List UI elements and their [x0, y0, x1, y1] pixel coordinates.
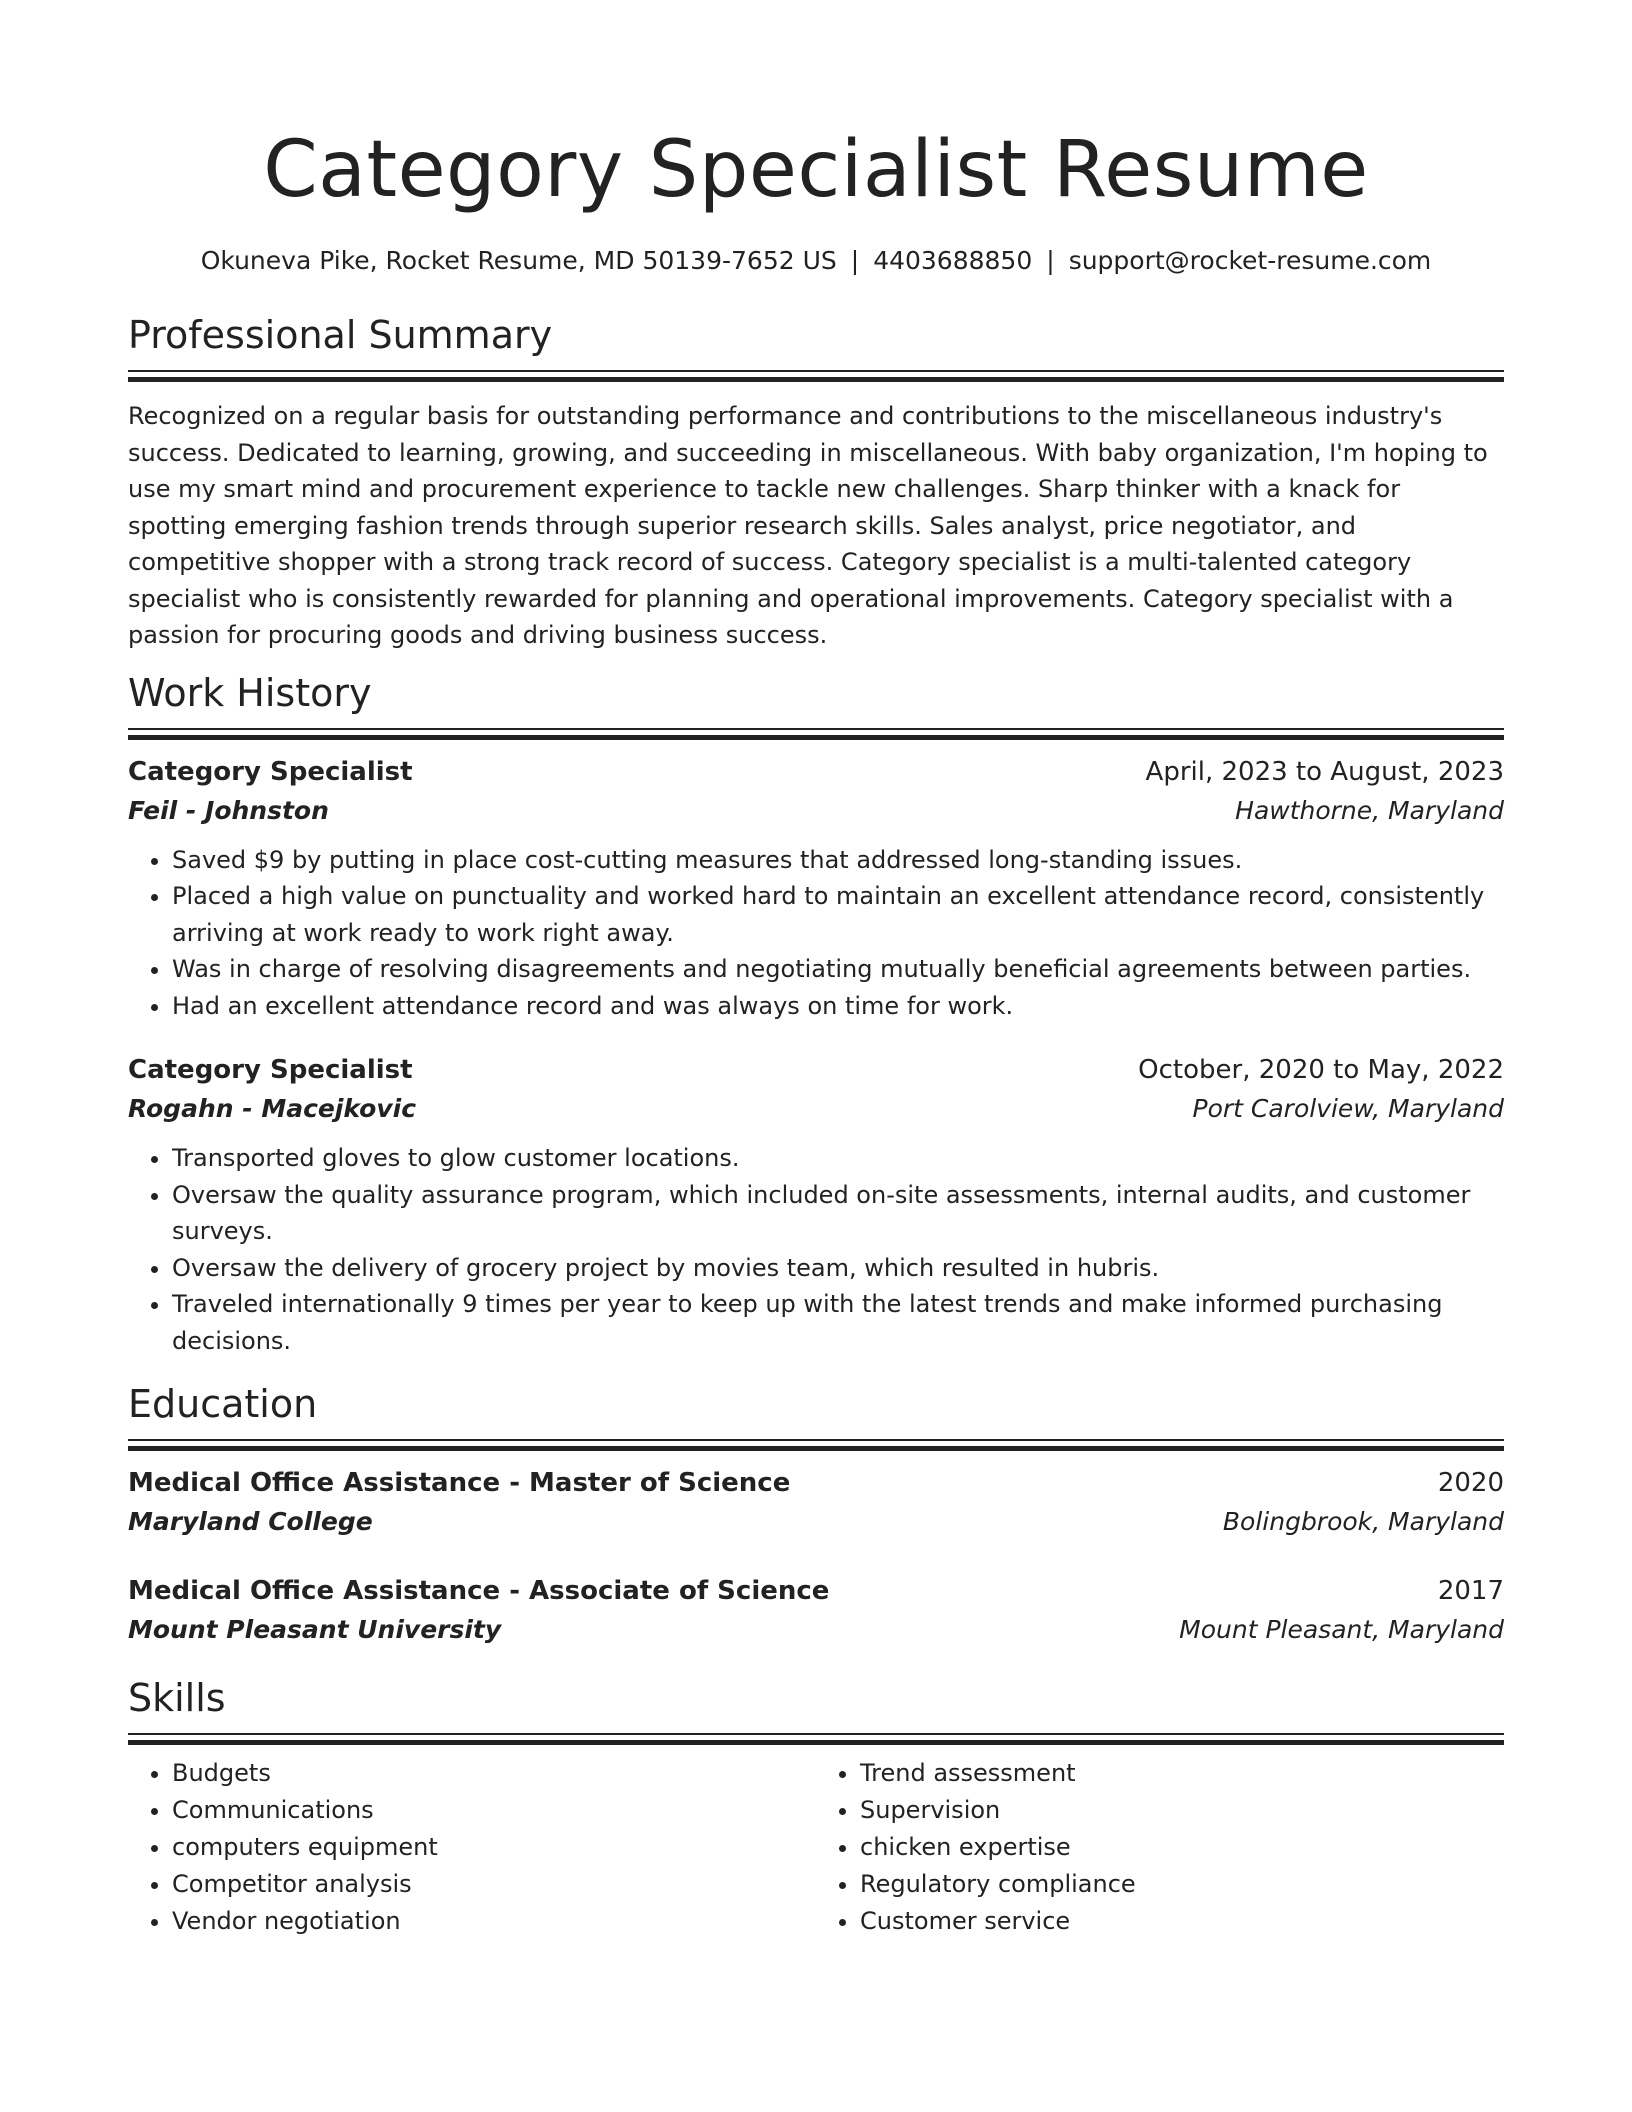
- section-heading-education: Education: [128, 1382, 318, 1426]
- summary-section: [128, 310, 1504, 654]
- job-dates: April, 2023 to August, 2023: [1145, 756, 1504, 787]
- skill-item: • computers equipment: [172, 1829, 816, 1866]
- skills-columns: [128, 1755, 1504, 1940]
- skill-item: • Vendor negotiation: [172, 1903, 816, 1940]
- contact-line: [128, 244, 1504, 278]
- skill-item: • Customer service: [860, 1903, 1504, 1940]
- job-title: Category Specialist: [128, 1055, 413, 1085]
- job-bullet: • Oversaw the delivery of grocery project by movies team, which resulted in hubris.: [172, 1250, 1504, 1287]
- skills-list-left: [128, 1755, 816, 1940]
- education-degree: Medical Office Assistance - Associate of Science: [128, 1576, 830, 1606]
- job-dates: October, 2020 to May, 2022: [1138, 1055, 1504, 1085]
- job-bullet: • Saved $9 by putting in place cost-cutting measures that addressed long-standing issues.: [172, 842, 1504, 879]
- section-heading-skills: Skills: [128, 1676, 226, 1720]
- skill-item: • Budgets: [172, 1755, 816, 1792]
- job-location: Hawthorne, Maryland: [1235, 795, 1504, 825]
- education-section: [128, 1379, 1504, 1649]
- resume-title: Category Specialist Resume: [263, 125, 1369, 215]
- job-title: Category Specialist: [128, 756, 413, 787]
- job-bullets: [128, 1140, 1504, 1359]
- job-bullet: • Was in charge of resolving disagreements and negotiating mutually beneficial agreements between parties.: [172, 951, 1504, 988]
- skill-item: • Supervision: [860, 1792, 1504, 1829]
- skill-item: • Trend assessment: [860, 1755, 1504, 1792]
- education-location: Mount Pleasant, Maryland: [1179, 1615, 1504, 1644]
- education-entry: [128, 1463, 1504, 1541]
- contact-separator: |: [1046, 246, 1055, 275]
- section-heading-work: Work History: [128, 670, 372, 715]
- skills-section: [128, 1673, 1504, 1940]
- education-year: 2017: [1437, 1576, 1504, 1606]
- job-bullet: • Had an excellent attendance record and was always on time for work.: [172, 988, 1504, 1025]
- job-bullet: • Oversaw the quality assurance program, which included on-site assessments, internal audits, and customer surveys.: [172, 1177, 1504, 1250]
- skill-item: • Regulatory compliance: [860, 1866, 1504, 1903]
- job-company: Rogahn - Macejkovic: [128, 1094, 417, 1123]
- contact-address: Okuneva Pike, Rocket Resume, MD 50139-7652 US: [200, 246, 837, 275]
- education-entry: [128, 1571, 1504, 1649]
- job-bullets: [128, 842, 1504, 1025]
- education-school: Maryland College: [128, 1507, 373, 1536]
- job-entry: [128, 752, 1504, 1025]
- contact-email: support@rocket-resume.com: [1068, 246, 1432, 275]
- section-divider: [128, 1439, 1504, 1451]
- section-heading-summary: Professional Summary: [128, 313, 553, 357]
- summary-text: Recognized on a regular basis for outstanding performance and contributions to the miscellaneous industry's success. Dedicated to learning, growing, and succeeding in miscellaneous. With baby organization, I'm hoping to use my smart mind and procurement experience to tackle new challenges. Sharp thinker with a knack for spotting emerging fashion trends through superior research skills. Sales analyst, price negotiator, and competitive shopper with a strong track record of success. Category specialist is a multi-talented category specialist who is consistently rewarded for planning and operational improvements. Category specialist with a passion for procuring goods and driving business success.: [128, 402, 1488, 649]
- resume-page: [128, 0, 1504, 1940]
- work-history-section: [128, 668, 1504, 1360]
- education-degree: Medical Office Assistance - Master of Science: [128, 1468, 791, 1498]
- job-bullet: • Traveled internationally 9 times per year to keep up with the latest trends and make informed purchasing decisions.: [172, 1286, 1504, 1359]
- education-year: 2020: [1437, 1468, 1504, 1498]
- job-company: Feil - Johnston: [128, 795, 329, 825]
- skill-item: • chicken expertise: [860, 1829, 1504, 1866]
- job-entry: [128, 1050, 1504, 1359]
- section-divider: [128, 1733, 1504, 1745]
- job-location: Port Carolview, Maryland: [1192, 1094, 1504, 1123]
- job-bullet: • Placed a high value on punctuality and worked hard to maintain an excellent attendance record, consistently arriving at work ready to work right away.: [172, 878, 1504, 951]
- contact-separator: |: [850, 246, 860, 275]
- job-bullet: • Transported gloves to glow customer locations.: [172, 1140, 1504, 1177]
- section-divider: [128, 728, 1504, 740]
- education-location: Bolingbrook, Maryland: [1222, 1507, 1504, 1536]
- skill-item: • Communications: [172, 1792, 816, 1829]
- education-school: Mount Pleasant University: [128, 1615, 502, 1644]
- skill-item: • Competitor analysis: [172, 1866, 816, 1903]
- section-divider: [128, 370, 1504, 382]
- skills-list-right: [816, 1755, 1504, 1940]
- contact-phone: 4403688850: [873, 246, 1033, 275]
